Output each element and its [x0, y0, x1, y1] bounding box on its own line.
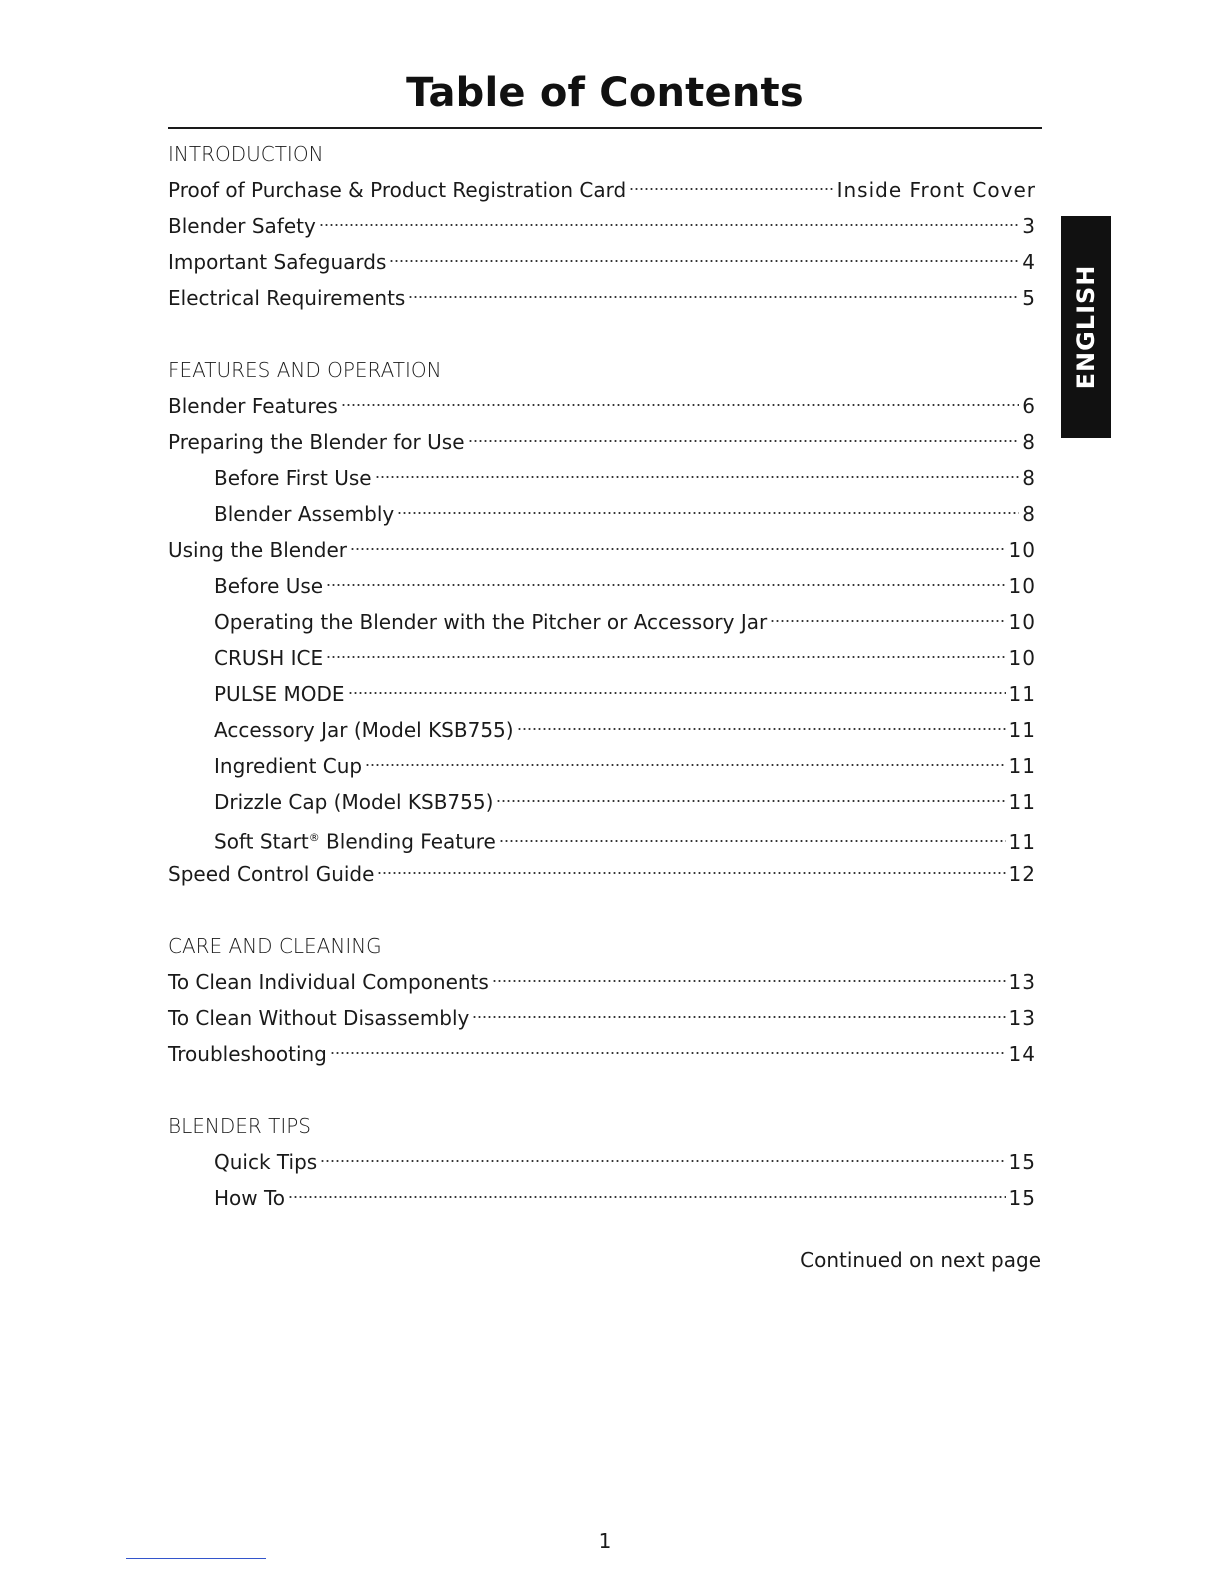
dot-leader: [468, 439, 1020, 443]
dot-leader: [377, 871, 1005, 875]
toc-entry-page: 10: [1008, 574, 1036, 598]
section-heading: CARE AND CLEANING: [168, 934, 382, 958]
toc-entry-label: Electrical Requirements: [168, 286, 406, 310]
toc-entry-label: To Clean Individual Components: [168, 970, 489, 994]
toc-entry-label: CRUSH ICE: [214, 646, 324, 670]
link-underline[interactable]: [126, 1558, 266, 1559]
toc-entry-page: Inside Front Cover: [836, 178, 1036, 202]
toc-entry-page: 13: [1008, 1006, 1036, 1030]
toc-entry-page: 15: [1008, 1186, 1036, 1210]
toc-entry[interactable]: [168, 1000, 1036, 1036]
toc-entry-label: Blender Features: [168, 394, 338, 418]
page-title: Table of Contents: [406, 70, 804, 116]
toc-entry-page: 11: [1008, 829, 1036, 854]
dot-leader: [326, 655, 1005, 659]
dot-leader: [492, 979, 1006, 983]
dot-leader: [517, 727, 1006, 731]
toc-entry-page: 11: [1008, 718, 1036, 742]
table-of-contents: [168, 136, 1036, 1216]
toc-subentry[interactable]: [168, 496, 1036, 532]
toc-entry[interactable]: [168, 424, 1036, 460]
dot-leader: [348, 691, 1006, 695]
dot-leader: [496, 799, 1005, 803]
dot-leader: [330, 1051, 1006, 1055]
toc-entry-label-text: Soft Start: [214, 829, 309, 854]
dot-leader: [770, 619, 1005, 623]
toc-entry[interactable]: [168, 280, 1036, 316]
dot-leader: [288, 1195, 1006, 1199]
dot-leader: [365, 763, 1005, 767]
toc-entry-label: [214, 820, 496, 860]
toc-entry-page: 15: [1008, 1150, 1036, 1174]
toc-entry-page: 10: [1008, 646, 1036, 670]
toc-entry-label: Quick Tips: [214, 1150, 318, 1174]
toc-entry-label-suffix: Blending Feature: [319, 829, 496, 854]
toc-subentry[interactable]: [168, 1144, 1036, 1180]
toc-section-tips: [168, 1108, 1036, 1216]
dot-leader: [472, 1015, 1005, 1019]
toc-entry-page: 8: [1022, 466, 1036, 490]
dot-leader: [341, 403, 1019, 407]
dot-leader: [350, 547, 1006, 551]
title-divider: [168, 127, 1042, 129]
toc-section-introduction: [168, 136, 1036, 316]
toc-entry-label: Using the Blender: [168, 538, 348, 562]
toc-entry-page: 5: [1022, 286, 1036, 310]
toc-section-features: [168, 352, 1036, 892]
toc-subentry[interactable]: [168, 460, 1036, 496]
toc-entry-page: 14: [1008, 1042, 1036, 1066]
toc-entry-page: 6: [1022, 394, 1036, 418]
toc-subentry[interactable]: [168, 640, 1036, 676]
section-heading: BLENDER TIPS: [168, 1114, 311, 1138]
toc-entry-page: 10: [1008, 538, 1036, 562]
dot-leader: [319, 223, 1019, 227]
toc-subentry[interactable]: [168, 712, 1036, 748]
toc-entry-page: 3: [1022, 214, 1036, 238]
toc-entry[interactable]: [168, 1036, 1036, 1072]
toc-subentry[interactable]: [168, 748, 1036, 784]
toc-entry-label: Operating the Blender with the Pitcher or Accessory Jar: [214, 610, 768, 634]
toc-subentry[interactable]: [168, 676, 1036, 712]
toc-entry-page: 12: [1008, 862, 1036, 886]
section-heading: FEATURES AND OPERATION: [168, 358, 442, 382]
toc-subentry[interactable]: [168, 568, 1036, 604]
dot-leader: [408, 295, 1019, 299]
dot-leader: [375, 475, 1020, 479]
toc-entry-label: Accessory Jar (Model KSB755): [214, 718, 514, 742]
continued-note: Continued on next page: [800, 1248, 1041, 1272]
section-heading: INTRODUCTION: [168, 142, 324, 166]
toc-entry-page: 4: [1022, 250, 1036, 274]
toc-entry[interactable]: [168, 208, 1036, 244]
toc-entry-label: Before First Use: [214, 466, 372, 490]
dot-leader: [326, 583, 1005, 587]
page-number: 1: [598, 1529, 612, 1553]
toc-entry-page: 11: [1008, 790, 1036, 814]
dot-leader: [499, 839, 1006, 843]
toc-section-care: [168, 928, 1036, 1072]
toc-entry[interactable]: [168, 244, 1036, 280]
dot-leader: [389, 259, 1019, 263]
toc-entry-label: PULSE MODE: [214, 682, 345, 706]
toc-entry-label: Blender Safety: [168, 214, 316, 238]
toc-entry-label: Proof of Purchase & Product Registration Card: [168, 178, 627, 202]
language-tab-label: ENGLISH: [1072, 264, 1100, 390]
toc-entry-label: Speed Control Guide: [168, 862, 375, 886]
dot-leader: [629, 187, 833, 191]
toc-entry-page: 11: [1008, 754, 1036, 778]
toc-entry-label: To Clean Without Disassembly: [168, 1006, 470, 1030]
toc-entry[interactable]: [168, 172, 1036, 208]
toc-entry[interactable]: [168, 964, 1036, 1000]
language-tab: [1061, 216, 1111, 438]
toc-entry-label: Preparing the Blender for Use: [168, 430, 465, 454]
toc-entry-label: Troubleshooting: [168, 1042, 327, 1066]
toc-entry-label: Important Safeguards: [168, 250, 387, 274]
toc-entry-page: 8: [1022, 430, 1036, 454]
dot-leader: [397, 511, 1019, 515]
toc-entry[interactable]: [168, 532, 1036, 568]
toc-entry-label: Ingredient Cup: [214, 754, 363, 778]
toc-entry-page: 10: [1008, 610, 1036, 634]
toc-subentry[interactable]: [168, 1180, 1036, 1216]
toc-entry-label: How To: [214, 1186, 286, 1210]
toc-entry-page: 8: [1022, 502, 1036, 526]
toc-entry[interactable]: [168, 856, 1036, 892]
registered-mark: ®: [308, 831, 320, 844]
toc-subentry[interactable]: [168, 820, 1036, 856]
dot-leader: [320, 1159, 1005, 1163]
toc-entry-label: Drizzle Cap (Model KSB755): [214, 790, 494, 814]
toc-entry-label: Blender Assembly: [214, 502, 395, 526]
toc-entry[interactable]: [168, 388, 1036, 424]
toc-subentry[interactable]: [168, 604, 1036, 640]
toc-entry-label: Before Use: [214, 574, 324, 598]
toc-subentry[interactable]: [168, 784, 1036, 820]
toc-entry-page: 11: [1008, 682, 1036, 706]
toc-entry-page: 13: [1008, 970, 1036, 994]
